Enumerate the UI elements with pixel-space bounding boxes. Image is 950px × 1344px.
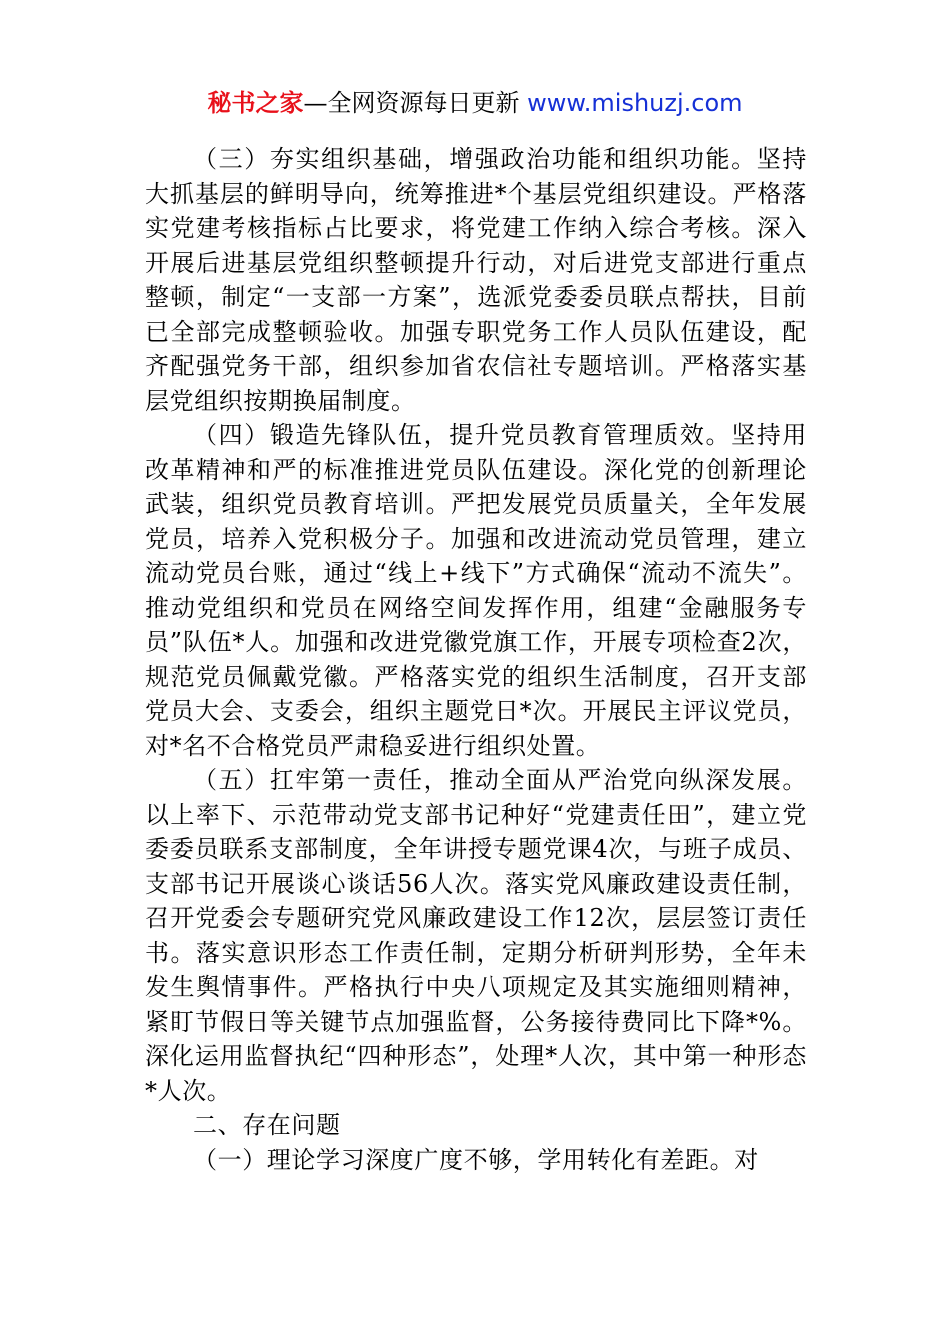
header-brand: 秘书之家 bbox=[207, 88, 304, 117]
heading-problems: 二、存在问题 bbox=[193, 1111, 341, 1139]
page-header bbox=[0, 86, 950, 120]
header-url-link[interactable]: www.mishuzj.com bbox=[527, 89, 743, 117]
paragraph-section-3: （三）夯实组织基础，增强政治功能和组织功能。坚持大抓基层的鲜明导向，统筹推进*个基层党组织建设。严格落实党建考核指标占比要求，将党建工作纳入综合考核。深入开展后进基层党组织整顿提升行动，对后进党支部进行重点整顿，制定“一支部一方案”，选派党委委员联点帮扶，目前已全部完成整顿验收。加强专职党务工作人员队伍建设，配齐配强党务干部，组织参加省农信社专题培训。严格落实基层党组织按期换届制度。 bbox=[145, 145, 807, 415]
header-tagline: —全网资源每日更新 bbox=[303, 89, 528, 117]
paragraph-section-5: （五）扛牢第一责任，推动全面从严治党向纵深发展。以上率下、示范带动党支部书记种好“党建责任田”，建立党委委员联系支部制度，全年讲授专题党课4次，与班子成员、支部书记开展谈心谈话56人次。落实党风廉政建设责任制，召开党委会专题研究党风廉政建设工作12次，层层签订责任书。落实意识形态工作责任制，定期分析研判形势，全年未发生舆情事件。严格执行中央八项规定及其实施细则精神，紧盯节假日等关键节点加强监督，公务接待费同比下降*%。深化运用监督执纪“四种形态”，处理*人次，其中第一种形态*人次。 bbox=[145, 766, 807, 1105]
paragraph-problem-1: （一）理论学习深度广度不够，学用转化有差距。对 bbox=[193, 1145, 759, 1174]
document-body bbox=[145, 142, 807, 1177]
paragraph-section-4: （四）锻造先锋队伍，提升党员教育管理质效。坚持用改革精神和严的标准推进党员队伍建设。深化党的创新理论武装，组织党员教育培训。严把发展党员质量关，全年发展党员，培养入党积极分子。加强和改进流动党员管理，建立流动党员台账，通过“线上+线下”方式确保“流动不流失”。推动党组织和党员在网络空间发挥作用，组建“金融服务专员”队伍*人。加强和改进党徽党旗工作，开展专项检查2次，规范党员佩戴党徽。严格落实党的组织生活制度，召开支部党员大会、支委会，组织主题党日*次。开展民主评议党员，对*名不合格党员严肃稳妥进行组织处置。 bbox=[145, 421, 807, 760]
